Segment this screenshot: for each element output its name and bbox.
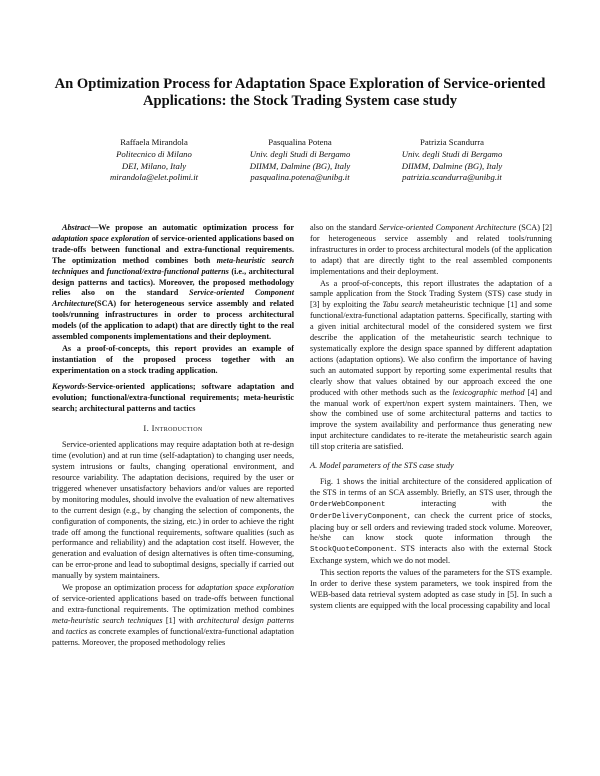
author-block xyxy=(367,137,537,184)
body-text: also on the standard xyxy=(310,223,380,232)
code-identifier: StockQuoteComponent xyxy=(310,546,395,555)
body-text: interacting with the xyxy=(385,498,552,508)
abstract-emph: adaptation space exploration xyxy=(52,233,150,243)
abstract-text: of service-oriented applications based on trade-offs between functional and extra-functional requirements. The optimization method combines both xyxy=(52,233,294,265)
paper-title: An Optimization Process for Adaptation Space Exploration of Service-oriented Applications: the Stock Trading System case study xyxy=(54,76,546,109)
body-text: Fig. 1 shows the initial architecture of the considered application of the STS in terms of an SCA assembly. Briefly, an STS user, through the xyxy=(310,476,552,497)
body-paragraph xyxy=(52,583,294,648)
abstract-text: (SCA) for heterogeneous service assembly and related tools/running infrastructures in order to process architectural models (of the application to adapt) that are directly tight to the real assembled components implementations and their deployment. xyxy=(52,299,294,342)
body-text: of service-oriented applications based on trade-offs between functional and extra-functional requirements. The optimization method combines xyxy=(52,594,294,614)
body-text: [1] with xyxy=(162,615,197,625)
body-text: and xyxy=(52,626,66,636)
body-emph: tactics xyxy=(65,626,88,636)
body-emph: meta-heuristic search techniques xyxy=(52,615,163,625)
abstract-text: (i.e., architectural design patterns and tactics). Moreover, the proposed methodology relies also on the standard xyxy=(52,266,294,298)
abstract-emph: Service-oriented Component Architecture xyxy=(52,288,294,309)
keywords xyxy=(52,382,294,415)
body-text: [4] and the manual work of expert/non expert system maintainers. Then, we show the combined use of some architectural patterns and tactics to improve the system availability and performance thus generating new input architecture candidates to re-iterate the metaheuristic search again till stop criteria are satisfied. xyxy=(310,387,553,452)
author-name: Raffaela Mirandola xyxy=(120,137,188,147)
author-email: mirandola@elet.polimi.it xyxy=(109,172,199,183)
abstract-paragraph: As a proof-of-concepts, this report provides an example of instantiation of the proposed process together with an experimentation on a stock trading application. xyxy=(52,343,294,375)
body-emph: Tabu search xyxy=(382,300,423,310)
author-affiliation: Univ. degli Studi di Bergamo xyxy=(249,149,351,160)
right-column xyxy=(310,223,552,613)
abstract-text: and xyxy=(88,266,107,276)
abstract-emph: meta-heuristic search techniques xyxy=(52,255,294,276)
abstract-lead: Abstract xyxy=(62,223,91,232)
body-text: We propose an optimization process for xyxy=(62,583,198,593)
author-name: Pasqualina Potena xyxy=(268,137,332,147)
author-email: pasqualina.potena@unibg.it xyxy=(250,172,350,183)
body-emph: architectural design patterns xyxy=(196,615,294,625)
body-paragraph xyxy=(310,477,552,567)
body-text: As a proof-of-concepts, this report illustrates the adaptation of a sample application from the Stock Trading System (STS) case study in [3] by exploiting the xyxy=(310,278,552,310)
body-text: (SCA) [2] for heterogeneous service assembly and related tools/running infrastructures in order to process architectural models (of the application to adapt) that are directly tight to the real assembled components implementations and their deployment. xyxy=(310,223,552,276)
body-emph: adaptation space exploration xyxy=(197,583,295,593)
subsection-heading: A. Model parameters of the STS case study xyxy=(310,461,454,471)
body-paragraph: Service-oriented applications may require adaptation both at re-design time (evolution) and at run time (self-adaptation) to changing user needs, system intrusions or faults, changing operational environment, and resource variability. The adaptation decisions, required by the user or triggered whenever unsatisfactory behaviors and/or values are reported by monitoring modules, should involve the evaluation of new alternatives to the current design (e.g., by changing the selection of components, the configuration of components, the sizing, etc.) in order to achieve the right trade off among the functional requirements, software qualities (such as performance and reliability) and the adaptation cost itself. However, the generation and evaluation of design alternatives is often time-consuming, can be error-prone and lead to suboptimal designs, specially if carried out manually by system maintainers. xyxy=(52,440,294,581)
body-text: . STS interacts also with the external Stock Exchange system, which we do not model. xyxy=(310,544,552,566)
abstract-paragraph xyxy=(52,223,294,343)
keywords-lead: Keywords xyxy=(52,381,85,391)
body-emph: lexicographic method xyxy=(452,387,525,397)
author-location: DIIMM, Dalmine (BG), Italy xyxy=(401,160,503,171)
body-paragraph xyxy=(310,279,552,454)
author-affiliation: Univ. degli Studi di Bergamo xyxy=(401,149,503,160)
body-emph: Service-oriented Component Architecture xyxy=(379,223,517,232)
code-identifier: OrderWebComponent xyxy=(310,500,386,509)
body-text: metaheuristic technique [1] and some functional/extra-functional adaptation patterns. Specifically, starting with a given initial architectural model of the considered system we first describe the application of the metaheuristic search technique to systematically explore the design space spanned by different adaptation actions (adaptation options). We also confirm the importance of having such an automated support by reporting some experimental results that clearly show that values obtained by our approach exceed the one produced with other methods such as the xyxy=(310,300,552,397)
author-affiliation: Politecnico di Milano xyxy=(116,149,192,160)
body-text: , can check the current price of stocks, placing buy or sell orders and reviewing traded stock volume. Moreover, he/she can know stock quote information through the xyxy=(310,510,552,543)
code-identifier: OrderDeliveryComponent xyxy=(310,512,408,521)
author-block xyxy=(215,137,385,184)
body-paragraph xyxy=(310,223,552,278)
author-name: Patrizia Scandurra xyxy=(420,137,484,147)
body-paragraph: This section reports the values of the parameters for the STS example. In order to derive these system parameters, we took inspired from the WEB-based data retrieval system adopted as case study in [5]. In such a system clients are equipped with the local processing capability and local xyxy=(310,568,552,610)
author-location: DEI, Milano, Italy xyxy=(121,160,187,171)
left-column xyxy=(52,223,294,650)
keywords-text: -Service-oriented applications; software adaptation and evolution; functional/extra-functional requirements; meta-heuristic search; architectural patterns and tactics xyxy=(52,381,294,413)
abstract-text: —We propose an automatic optimization process for xyxy=(90,223,294,232)
author-block xyxy=(69,137,239,184)
author-location: DIIMM, Dalmine (BG), Italy xyxy=(249,160,351,171)
author-email: patrizia.scandurra@unibg.it xyxy=(402,172,502,183)
section-heading: I. Introduction xyxy=(143,423,203,434)
abstract-emph: functional/extra-functional patterns xyxy=(106,266,229,276)
body-text: as concrete examples of functional/extra-functional adaptation patterns. Moreover, the proposed methodology relies xyxy=(52,626,294,647)
